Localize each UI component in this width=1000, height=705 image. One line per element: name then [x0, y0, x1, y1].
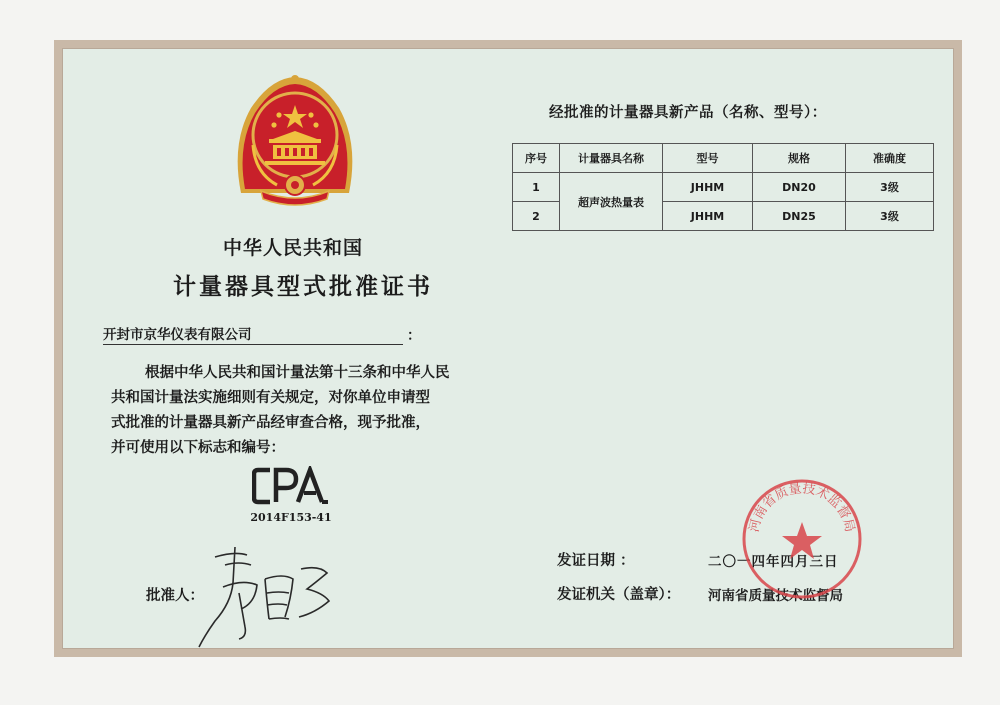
column-header: 型号 — [663, 144, 753, 173]
cell-accuracy: 3级 — [846, 173, 934, 202]
statement-line: 根据中华人民共和国计量法第十三条和中华人民 — [145, 365, 450, 381]
cell-spec: DN20 — [753, 173, 846, 202]
national-emblem-icon — [231, 73, 359, 211]
table-header-row — [513, 144, 934, 173]
issue-date-value: 二〇一四年四月三日 — [708, 554, 839, 570]
statement-line: 共和国计量法实施细则有关规定，对你单位申请型 — [111, 390, 430, 406]
cell-no: 1 — [513, 173, 560, 202]
cell-model: JHHM — [663, 173, 753, 202]
seal-text: 河南省质量技术监督局 — [747, 481, 857, 534]
certificate-number: 2014F153-41 — [250, 511, 332, 524]
cell-model: JHHM — [663, 202, 753, 231]
issuer-label: 发证机关（盖章）： — [557, 587, 681, 603]
approver-label: 批准人： — [146, 588, 204, 604]
statement-line: 式批准的计量器具新产品经审查合格，现予批准， — [111, 415, 430, 431]
country-title: 中华人民共和国 — [222, 237, 363, 259]
certificate-title: 计量器具型式批准证书 — [173, 273, 433, 300]
column-header: 准确度 — [846, 144, 934, 173]
signature-icon — [195, 543, 335, 651]
cell-no: 2 — [513, 202, 560, 231]
cpa-mark-icon — [252, 466, 330, 506]
table-row — [513, 173, 934, 202]
column-header: 序号 — [513, 144, 560, 173]
certificate-frame — [54, 40, 962, 657]
cell-product-name: 超声波热量表 — [560, 173, 663, 231]
issue-date-label: 发证日期 ： — [557, 553, 635, 569]
certificate-paper — [62, 48, 954, 649]
column-header: 计量器具名称 — [560, 144, 663, 173]
column-header: 规格 — [753, 144, 846, 173]
products-table — [512, 143, 934, 231]
holder-name: 开封市京华仪表有限公司 — [103, 323, 403, 345]
approval-statement — [111, 361, 491, 461]
cell-accuracy: 3级 — [846, 202, 934, 231]
cell-spec: DN25 — [753, 202, 846, 231]
issuer-value: 河南省质量技术监督局 — [708, 588, 843, 604]
holder-colon: ： — [407, 328, 421, 344]
products-title: 经批准的计量器具新产品（名称、型号）： — [549, 105, 827, 121]
statement-line: 并可使用以下标志和编号： — [111, 440, 285, 456]
official-seal-icon — [739, 476, 865, 602]
